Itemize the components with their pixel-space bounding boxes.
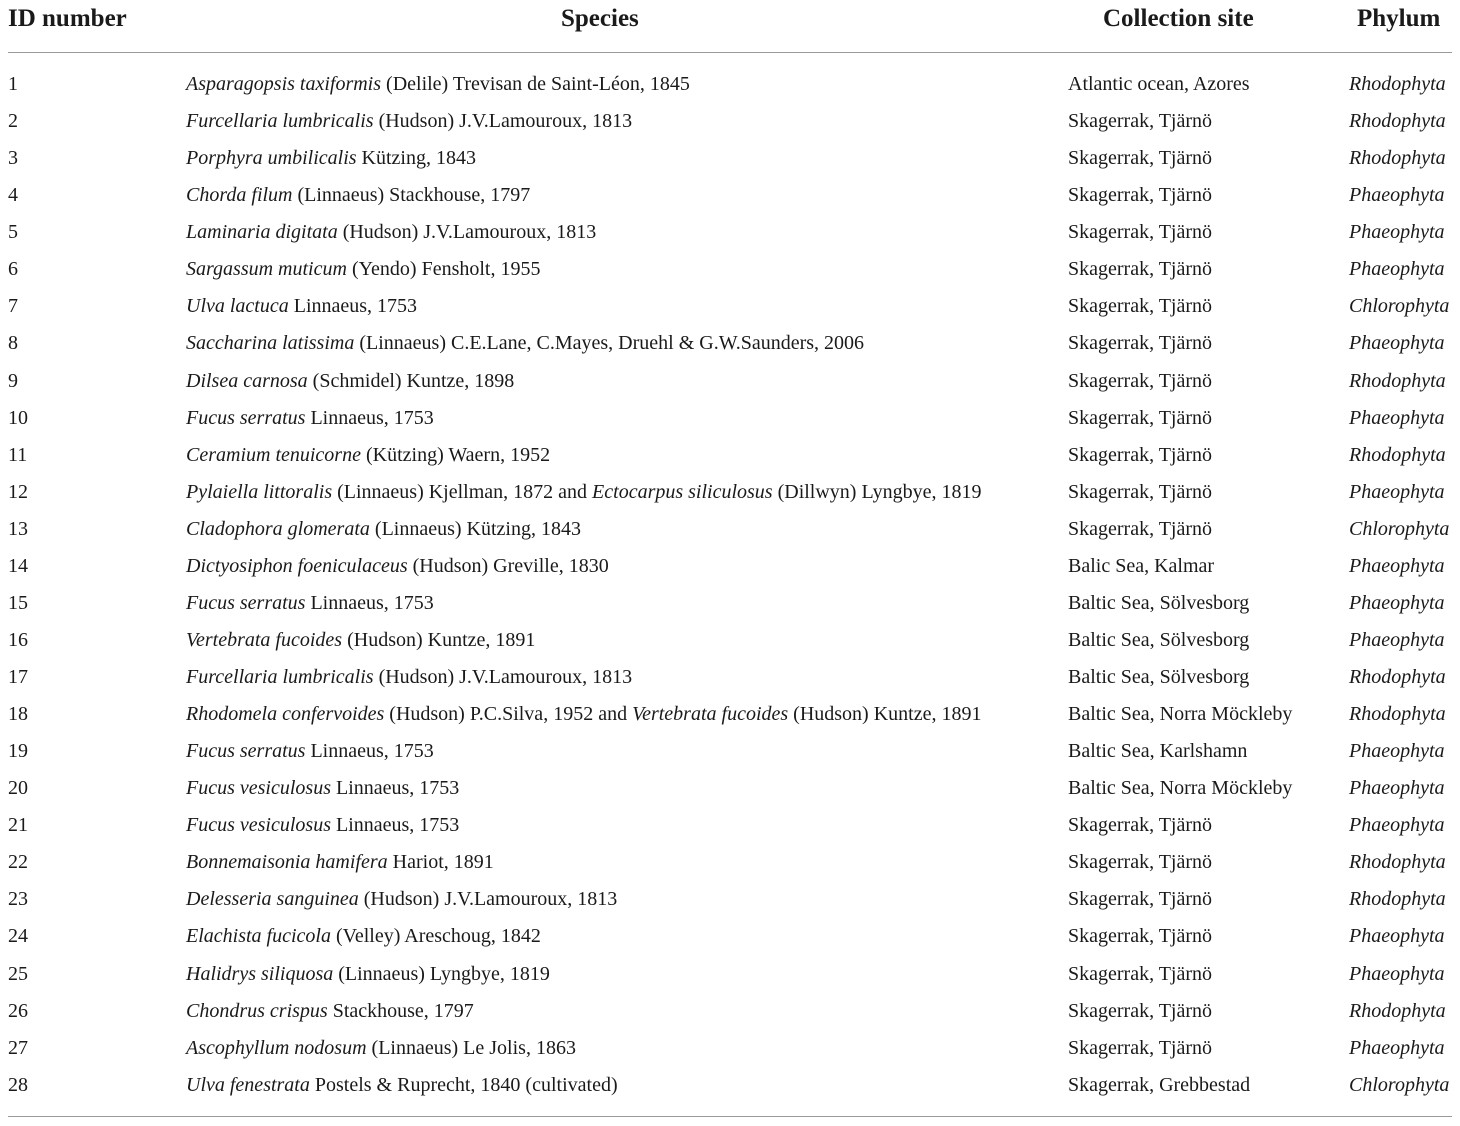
id-number-cell: 24 <box>8 925 28 948</box>
id-number-cell: 23 <box>8 888 28 911</box>
table-row <box>0 696 1460 733</box>
id-number-cell: 3 <box>8 147 18 170</box>
collection-site-cell: Skagerrak, Tjärnö <box>1068 814 1213 837</box>
phylum-cell: Phaeophyta <box>1349 258 1445 281</box>
species-name: Fucus serratus <box>186 591 306 614</box>
species-authority: (Delile) Trevisan de Saint-Léon, 1845 <box>381 73 690 95</box>
species-authority: (Hudson) Kuntze, 1891 <box>788 703 982 726</box>
species-name: Ulva lactuca <box>186 295 289 318</box>
species-authority: (Linnaeus) Le Jolis, 1863 <box>366 1036 576 1059</box>
id-number-cell: 2 <box>8 110 18 133</box>
species-cell <box>186 251 540 288</box>
header-id-number: ID number <box>8 5 127 32</box>
phylum-cell: Phaeophyta <box>1349 1036 1445 1059</box>
phylum-cell: Rhodophyta <box>1349 443 1446 466</box>
phylum-cell: Phaeophyta <box>1349 628 1445 651</box>
table-bottom-divider <box>8 1116 1452 1117</box>
species-authority: (Kützing) Waern, 1952 <box>360 443 551 466</box>
species-name: Dilsea carnosa <box>186 369 308 392</box>
species-cell <box>186 437 550 474</box>
species-cell <box>186 844 494 881</box>
collection-site-cell: Baltic Sea, Sölvesborg <box>1068 628 1250 651</box>
table-header <box>0 0 1460 40</box>
collection-site-cell: Skagerrak, Tjärnö <box>1068 332 1213 355</box>
phylum-cell: Phaeophyta <box>1349 777 1445 800</box>
species-authority: (Linnaeus) Stackhouse, 1797 <box>292 184 531 207</box>
species-authority: (Linnaeus) Kützing, 1843 <box>369 517 581 540</box>
id-number-cell: 17 <box>8 666 28 688</box>
phylum-cell: Chlorophyta <box>1349 517 1450 540</box>
id-number-cell: 13 <box>8 517 28 540</box>
species-authority: (Hudson) Greville, 1830 <box>407 554 609 577</box>
collection-site-cell: Skagerrak, Tjärnö <box>1068 480 1213 503</box>
phylum-cell: Rhodophyta <box>1349 369 1446 392</box>
collection-site-cell: Baltic Sea, Norra Möckleby <box>1068 703 1293 726</box>
species-name: Halidrys siliquosa <box>186 962 334 985</box>
species-name: Asparagopsis taxiformis <box>186 73 382 95</box>
table-row <box>0 1030 1460 1067</box>
species-cell <box>186 807 459 844</box>
species-authority: (Schmidel) Kuntze, 1898 <box>307 369 515 392</box>
collection-site-cell: Skagerrak, Tjärnö <box>1068 258 1213 281</box>
species-name: Fucus vesiculosus <box>186 777 331 800</box>
species-name: Elachista fucicola <box>186 925 331 948</box>
id-number-cell: 28 <box>8 1073 28 1096</box>
species-name: Vertebrata fucoides <box>186 628 343 651</box>
table-row <box>0 177 1460 214</box>
species-name: Fucus serratus <box>186 406 306 429</box>
species-name: Pylaiella littoralis <box>186 480 333 503</box>
species-authority: (Hudson) J.V.Lamouroux, 1813 <box>337 221 597 244</box>
species-cell <box>186 993 474 1030</box>
species-cell <box>186 733 434 770</box>
table-row <box>0 548 1460 585</box>
collection-site-cell: Skagerrak, Tjärnö <box>1068 925 1213 948</box>
phylum-cell: Rhodophyta <box>1349 999 1446 1022</box>
species-cell <box>186 400 434 437</box>
species-name: Ectocarpus siliculosus <box>592 480 773 503</box>
collection-site-cell: Skagerrak, Tjärnö <box>1068 221 1213 244</box>
species-name: Ulva fenestrata <box>186 1073 310 1096</box>
table-row <box>0 363 1460 400</box>
species-name: Rhodomela confervoides <box>186 703 385 726</box>
species-cell <box>186 103 632 140</box>
collection-site-cell: Skagerrak, Tjärnö <box>1068 1036 1213 1059</box>
table-row <box>0 437 1460 474</box>
species-cell <box>186 918 541 955</box>
collection-site-cell: Skagerrak, Grebbestad <box>1068 1073 1251 1096</box>
table-row <box>0 770 1460 807</box>
header-species: Species <box>561 5 639 32</box>
table-row <box>0 251 1460 288</box>
phylum-cell: Phaeophyta <box>1349 332 1445 355</box>
table-row <box>0 288 1460 325</box>
species-authority: (Velley) Areschoug, 1842 <box>330 925 541 948</box>
id-number-cell: 26 <box>8 999 28 1022</box>
collection-site-cell: Baltic Sea, Karlshamn <box>1068 740 1248 763</box>
species-authority: (Hudson) J.V.Lamouroux, 1813 <box>358 888 618 911</box>
species-cell <box>186 140 476 177</box>
species-authority: Linnaeus, 1753 <box>330 814 460 837</box>
phylum-cell: Rhodophyta <box>1349 666 1446 688</box>
species-name: Chondrus crispus <box>186 999 328 1022</box>
table-row <box>0 881 1460 918</box>
collection-site-cell: Skagerrak, Tjärnö <box>1068 999 1213 1022</box>
species-cell <box>186 214 596 251</box>
id-number-cell: 15 <box>8 591 28 614</box>
table-row <box>0 844 1460 881</box>
species-name: Delesseria sanguinea <box>186 888 359 911</box>
phylum-cell: Phaeophyta <box>1349 740 1445 763</box>
id-number-cell: 19 <box>8 740 28 763</box>
species-cell <box>186 511 581 548</box>
collection-site-cell: Baltic Sea, Sölvesborg <box>1068 666 1250 688</box>
collection-site-cell: Atlantic ocean, Azores <box>1068 73 1250 95</box>
collection-site-cell: Skagerrak, Tjärnö <box>1068 406 1213 429</box>
collection-site-cell: Skagerrak, Tjärnö <box>1068 517 1213 540</box>
species-authority: Postels & Ruprecht, 1840 (cultivated) <box>309 1073 618 1096</box>
table-row <box>0 400 1460 437</box>
collection-site-cell: Skagerrak, Tjärnö <box>1068 443 1213 466</box>
phylum-cell: Phaeophyta <box>1349 962 1445 985</box>
table-row <box>0 659 1460 696</box>
id-number-cell: 14 <box>8 554 28 577</box>
collection-site-cell: Skagerrak, Tjärnö <box>1068 888 1213 911</box>
id-number-cell: 7 <box>8 295 18 318</box>
species-cell <box>186 1067 618 1104</box>
id-number-cell: 8 <box>8 332 18 355</box>
collection-site-cell: Skagerrak, Tjärnö <box>1068 110 1213 133</box>
species-name: Dictyosiphon foeniculaceus <box>186 554 408 577</box>
table-row <box>0 103 1460 140</box>
phylum-cell: Rhodophyta <box>1349 110 1446 133</box>
species-authority: Linnaeus, 1753 <box>305 740 434 763</box>
species-authority: (Linnaeus) C.E.Lane, C.Mayes, Druehl & G.W.Saunders, 2006 <box>354 332 865 355</box>
species-cell <box>186 325 864 362</box>
table-row <box>0 66 1460 103</box>
species-cell <box>186 881 617 918</box>
collection-site-cell: Skagerrak, Tjärnö <box>1068 184 1213 207</box>
table-row <box>0 956 1460 993</box>
species-cell <box>186 696 981 733</box>
id-number-cell: 16 <box>8 628 28 651</box>
species-authority: Linnaeus, 1753 <box>330 777 460 800</box>
phylum-cell: Phaeophyta <box>1349 184 1445 207</box>
table-row <box>0 585 1460 622</box>
table-row <box>0 918 1460 955</box>
id-number-cell: 5 <box>8 221 18 244</box>
phylum-cell: Chlorophyta <box>1349 295 1450 318</box>
species-name: Saccharina latissima <box>186 332 355 355</box>
table-row <box>0 474 1460 511</box>
id-number-cell: 25 <box>8 962 28 985</box>
species-cell <box>186 659 632 696</box>
id-number-cell: 20 <box>8 777 28 800</box>
id-number-cell: 9 <box>8 369 18 392</box>
table-row <box>0 807 1460 844</box>
species-authority: (Hudson) P.C.Silva, 1952 and <box>384 703 633 726</box>
species-name: Fucus vesiculosus <box>186 814 331 837</box>
id-number-cell: 12 <box>8 480 28 503</box>
collection-site-cell: Skagerrak, Tjärnö <box>1068 851 1213 874</box>
id-number-cell: 22 <box>8 851 28 874</box>
collection-site-cell: Skagerrak, Tjärnö <box>1068 147 1213 170</box>
table-row <box>0 993 1460 1030</box>
species-name: Furcellaria lumbricalis <box>186 666 374 688</box>
species-name: Sargassum muticum <box>186 258 347 281</box>
species-authority: (Dillwyn) Lyngbye, 1819 <box>772 480 982 503</box>
species-name: Ceramium tenuicorne <box>186 443 361 466</box>
species-cell <box>186 1030 576 1067</box>
collection-site-cell: Baltic Sea, Sölvesborg <box>1068 591 1250 614</box>
species-name: Bonnemaisonia hamifera <box>186 851 388 874</box>
collection-site-cell: Baltic Sea, Norra Möckleby <box>1068 777 1293 800</box>
species-cell <box>186 363 514 400</box>
id-number-cell: 18 <box>8 703 28 726</box>
phylum-cell: Phaeophyta <box>1349 406 1445 429</box>
phylum-cell: Phaeophyta <box>1349 814 1445 837</box>
species-name: Furcellaria lumbricalis <box>186 110 374 133</box>
species-name: Ascophyllum nodosum <box>186 1036 367 1059</box>
species-cell <box>186 585 434 622</box>
table-row <box>0 140 1460 177</box>
species-authority: Linnaeus, 1753 <box>305 406 434 429</box>
phylum-cell: Rhodophyta <box>1349 851 1446 874</box>
phylum-cell: Phaeophyta <box>1349 554 1445 577</box>
species-authority: (Linnaeus) Lyngbye, 1819 <box>333 962 550 985</box>
species-name: Chorda filum <box>186 184 293 207</box>
table-row <box>0 1067 1460 1104</box>
species-authority: (Hudson) J.V.Lamouroux, 1813 <box>373 110 633 133</box>
phylum-cell: Rhodophyta <box>1349 73 1446 95</box>
collection-site-cell: Balic Sea, Kalmar <box>1068 554 1215 577</box>
phylum-cell: Phaeophyta <box>1349 221 1445 244</box>
header-phylum: Phylum <box>1357 5 1441 32</box>
table-row <box>0 733 1460 770</box>
species-name: Laminaria digitata <box>186 221 338 244</box>
header-divider <box>8 52 1452 53</box>
species-cell <box>186 548 609 585</box>
phylum-cell: Phaeophyta <box>1349 480 1445 503</box>
table-row <box>0 622 1460 659</box>
species-cell <box>186 622 535 659</box>
phylum-cell: Phaeophyta <box>1349 925 1445 948</box>
species-name: Porphyra umbilicalis <box>186 147 357 170</box>
species-authority: Linnaeus, 1753 <box>305 591 434 614</box>
table-row <box>0 325 1460 362</box>
collection-site-cell: Skagerrak, Tjärnö <box>1068 369 1213 392</box>
collection-site-cell: Skagerrak, Tjärnö <box>1068 295 1213 318</box>
species-authority: (Linnaeus) Kjellman, 1872 and <box>332 480 593 503</box>
species-cell <box>186 770 459 807</box>
phylum-cell: Rhodophyta <box>1349 147 1446 170</box>
species-authority: (Hudson) Kuntze, 1891 <box>342 628 536 651</box>
species-cell <box>186 956 550 993</box>
phylum-cell: Phaeophyta <box>1349 591 1445 614</box>
table-body <box>0 66 1460 1104</box>
id-number-cell: 6 <box>8 258 18 281</box>
species-name: Vertebrata fucoides <box>632 703 789 726</box>
species-cell <box>186 474 981 511</box>
species-cell <box>186 177 530 214</box>
header-collection-site: Collection site <box>1103 5 1254 32</box>
collection-site-cell: Skagerrak, Tjärnö <box>1068 962 1213 985</box>
species-authority: (Hudson) J.V.Lamouroux, 1813 <box>373 666 633 688</box>
species-name: Cladophora glomerata <box>186 517 370 540</box>
id-number-cell: 27 <box>8 1036 28 1059</box>
id-number-cell: 11 <box>8 443 28 466</box>
species-cell <box>186 288 417 325</box>
phylum-cell: Chlorophyta <box>1349 1073 1450 1096</box>
species-cell <box>186 66 690 103</box>
species-authority: Hariot, 1891 <box>387 851 494 874</box>
table-row <box>0 511 1460 548</box>
id-number-cell: 21 <box>8 814 28 837</box>
table-row <box>0 214 1460 251</box>
id-number-cell: 10 <box>8 406 28 429</box>
phylum-cell: Rhodophyta <box>1349 703 1446 726</box>
species-authority: Linnaeus, 1753 <box>288 295 418 318</box>
id-number-cell: 4 <box>8 184 18 207</box>
species-authority: (Yendo) Fensholt, 1955 <box>346 258 541 281</box>
species-name: Fucus serratus <box>186 740 306 763</box>
species-authority: Stackhouse, 1797 <box>327 999 474 1022</box>
species-authority: Kützing, 1843 <box>356 147 476 170</box>
id-number-cell: 1 <box>8 73 18 95</box>
phylum-cell: Rhodophyta <box>1349 888 1446 911</box>
